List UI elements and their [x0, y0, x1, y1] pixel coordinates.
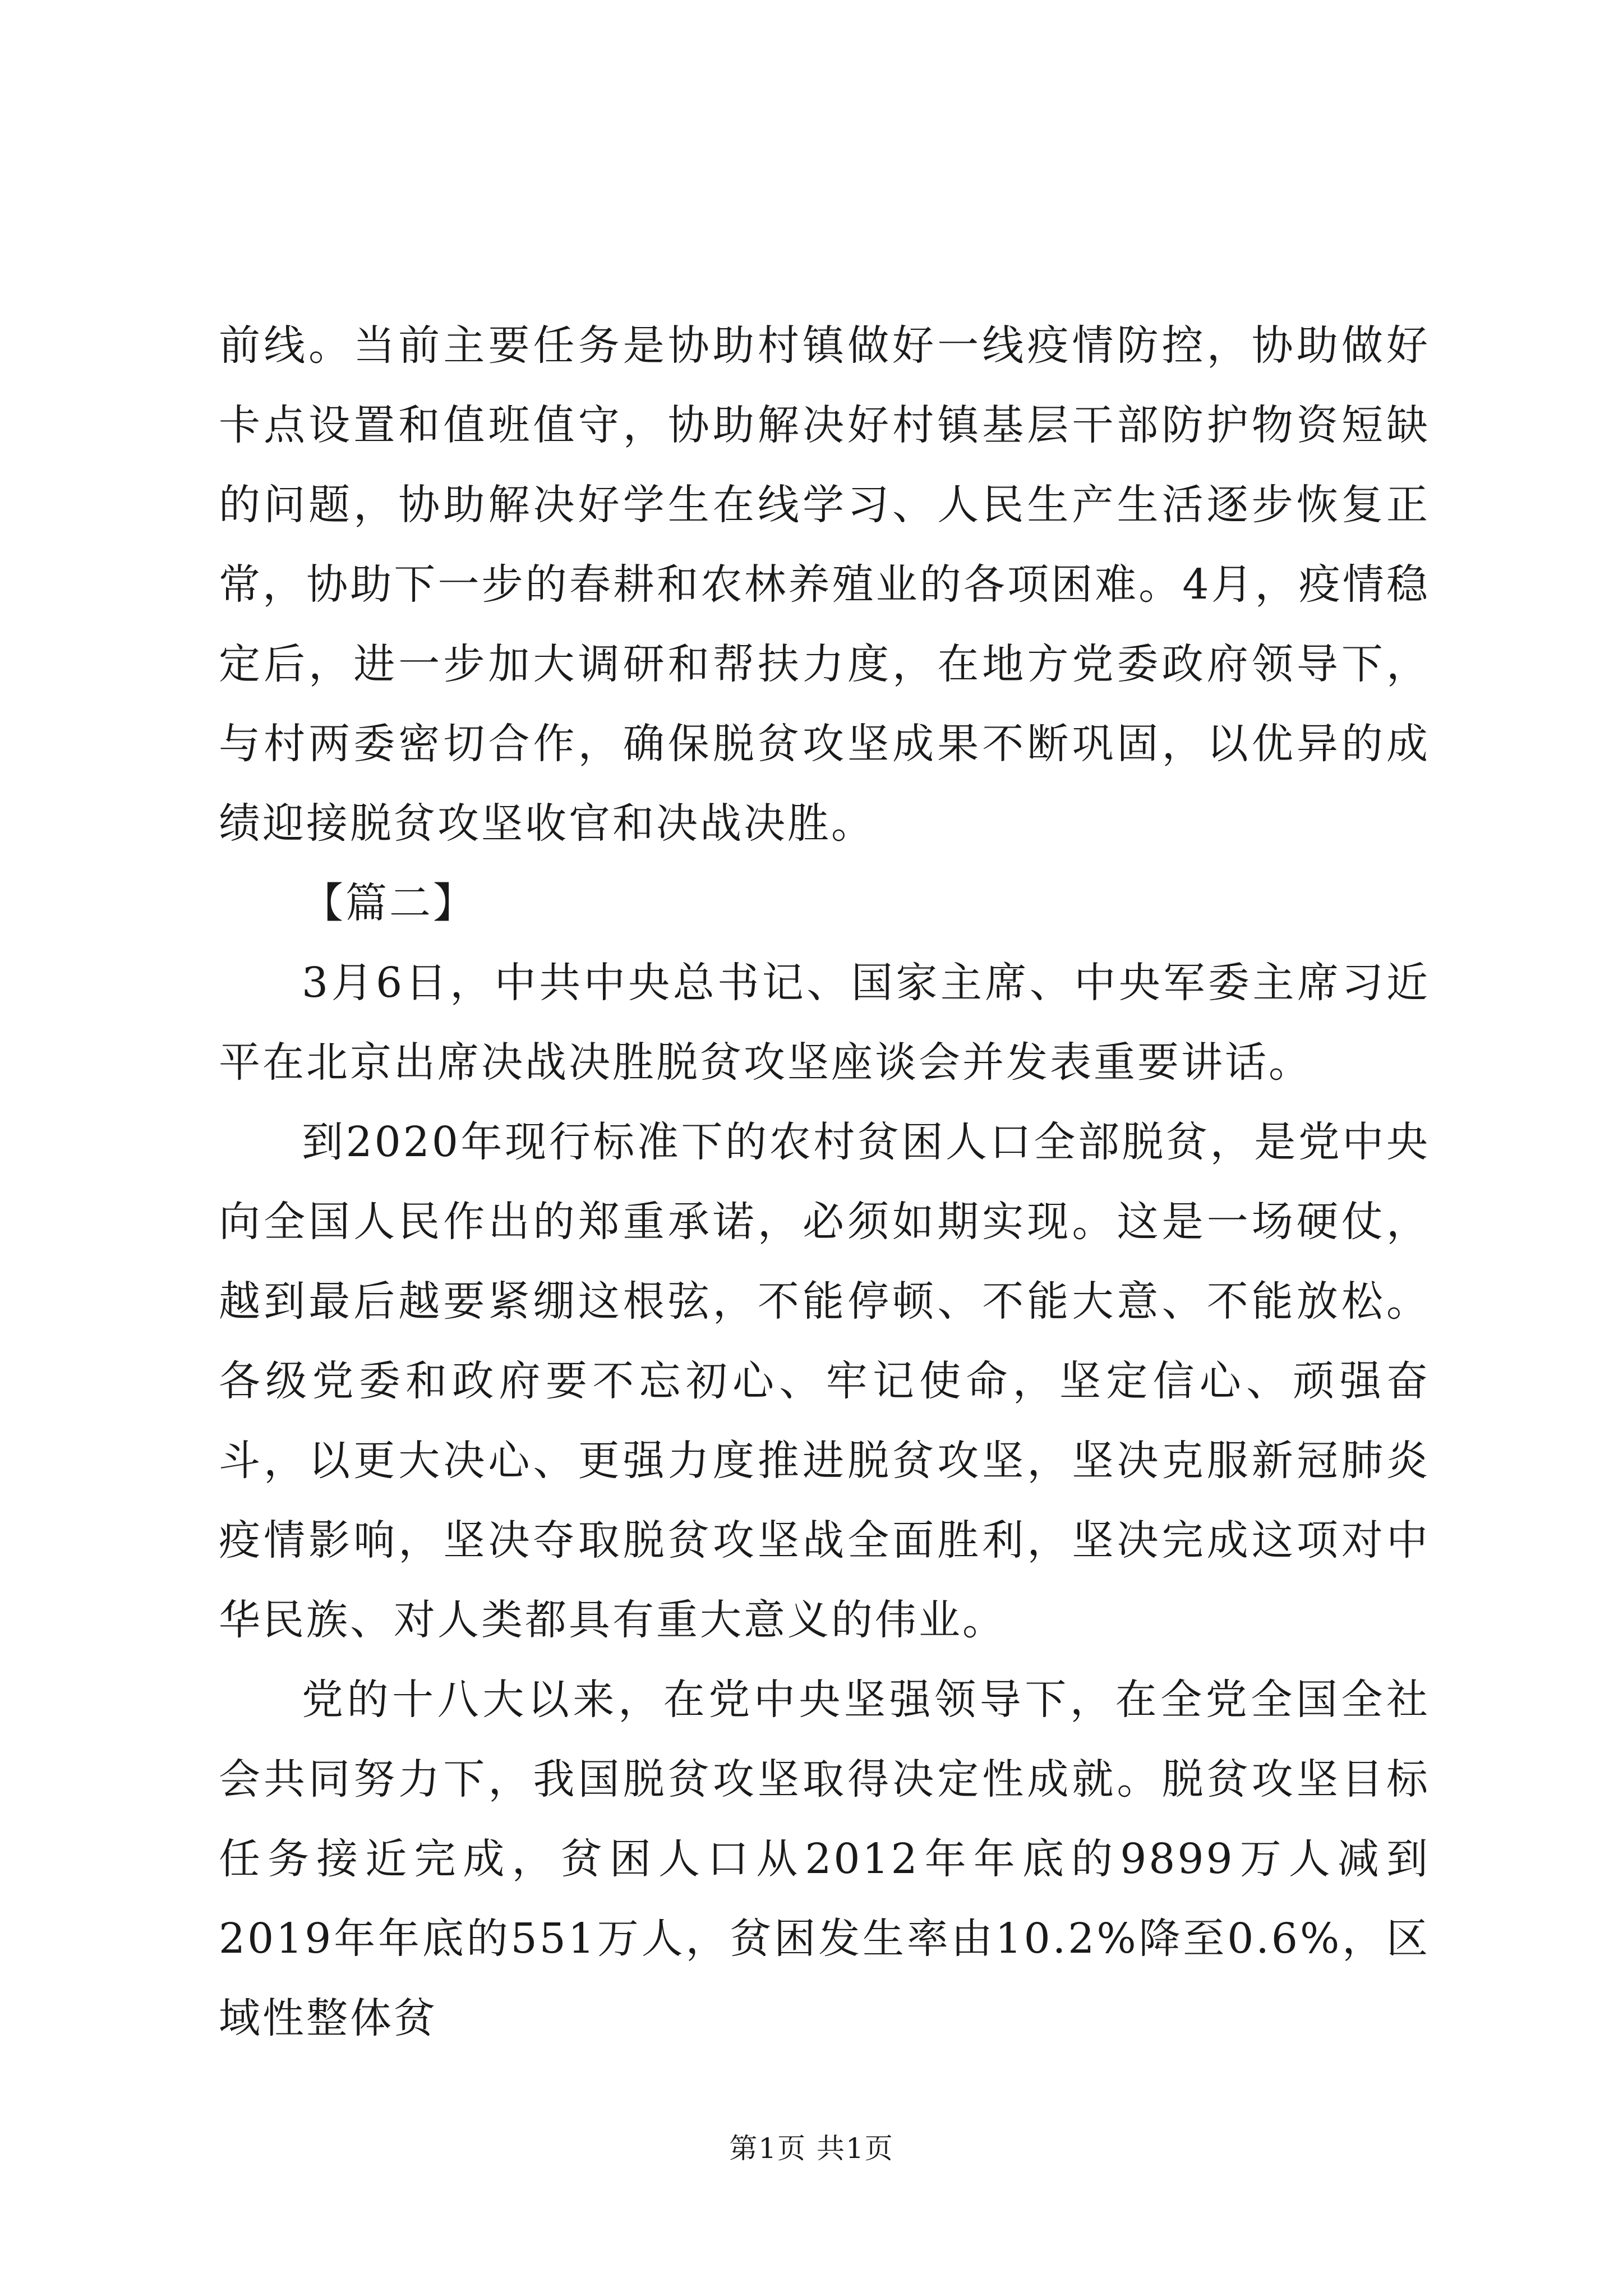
paragraph: 到2020年现行标准下的农村贫困人口全部脱贫，是党中央向全国人民作出的郑重承诺，必须如期实现。这是一场硬仗，越到最后越要紧绷这根弦，不能停顿、不能大意、不能放松。各级党委和政府要不忘初心、牢记使命，坚定信心、顽强奋斗，以更大决心、更强力度推进脱贫攻坚，坚决克服新冠肺炎疫情影响，坚决夺取脱贫攻坚战全面胜利，坚决完成这项对中华民族、对人类都具有重大意义的伟业。 [219, 1118, 1430, 1644]
document-body [219, 306, 1430, 2058]
paragraph: 党的十八大以来，在党中央坚强领导下，在全党全国全社会共同努力下，我国脱贫攻坚取得决定性成就。脱贫攻坚目标任务接近完成，贫困人口从2012年年底的9899万人减到2019年年底的551万人，贫困发生率由10.2%降至0.6%，区域性整体贫 [219, 1676, 1430, 2042]
paragraph-continuation: 前线。当前主要任务是协助村镇做好一线疫情防控，协助做好卡点设置和值班值守，协助解决好村镇基层干部防护物资短缺的问题，协助解决好学生在线学习、人民生产生活逐步恢复正常，协助下一步的春耕和农林养殖业的各项困难。4月，疫情稳定后，进一步加大调研和帮扶力度，在地方党委政府领导下，与村两委密切合作，确保脱贫攻坚成果不断巩固，以优异的成绩迎接脱贫攻坚收官和决战决胜。 [219, 321, 1430, 848]
paragraph: 3月6日，中共中央总书记、国家主席、中央军委主席习近平在北京出席决战决胜脱贫攻坚座谈会并发表重要讲话。 [219, 959, 1430, 1087]
page-number-footer: 第1页 共1页 [729, 2132, 894, 2165]
section-heading: 【篇二】 [302, 879, 477, 927]
